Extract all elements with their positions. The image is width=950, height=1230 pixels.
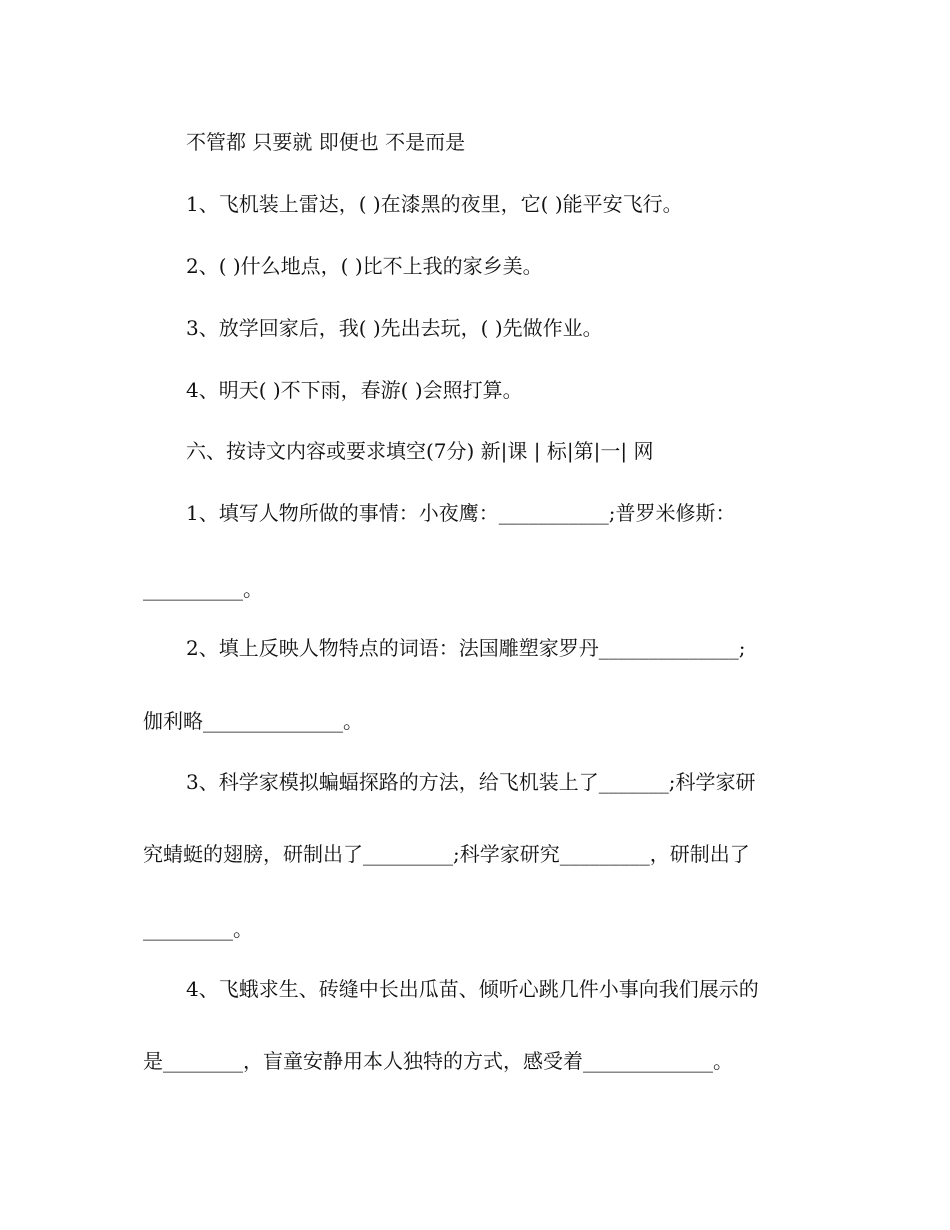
fill-2-line-a: 2、填上反映人物特点的词语：法国雕塑家罗丹______________; [186,636,746,660]
fill-3-line-a: 3、科学家模拟蝙蝠探路的方法，给飞机装上了_______;科学家研 [186,770,756,794]
fill-3-line-b: 究蜻蜓的翅膀，研制出了_________;科学家研究_________，研制出了 [143,842,750,866]
question-3-line: 3、放学回家后，我( )先出去玩，( )先做作业。 [186,316,603,340]
fill-1-line-b: __________。 [143,577,263,601]
question-2-line: 2、( )什么地点，( )比不上我的家乡美。 [186,254,543,278]
fill-3-line-c: _________。 [143,917,253,941]
word-pairs-line: 不管都 只要就 即便也 不是而是 [186,130,466,154]
section-six-heading: 六、按诗文内容或要求填空(7分) 新|课 | 标|第|一| 网 [186,439,654,463]
question-1-line: 1、飞机装上雷达，( )在漆黑的夜里，它( )能平安飞行。 [186,192,683,216]
question-4-line: 4、明天( )不下雨，春游( )会照打算。 [186,378,523,402]
fill-2-line-b: 伽利略______________。 [143,709,363,733]
fill-4-line-a: 4、飞蛾求生、砖缝中长出瓜苗、倾听心跳几件小事向我们展示的 [186,977,759,1001]
fill-4-line-b: 是________，盲童安静用本人独特的方式，感受着_____________。 [143,1049,733,1073]
fill-1-line-a: 1、填写人物所做的事情：小夜鹰：___________;普罗米修斯： [186,501,736,525]
